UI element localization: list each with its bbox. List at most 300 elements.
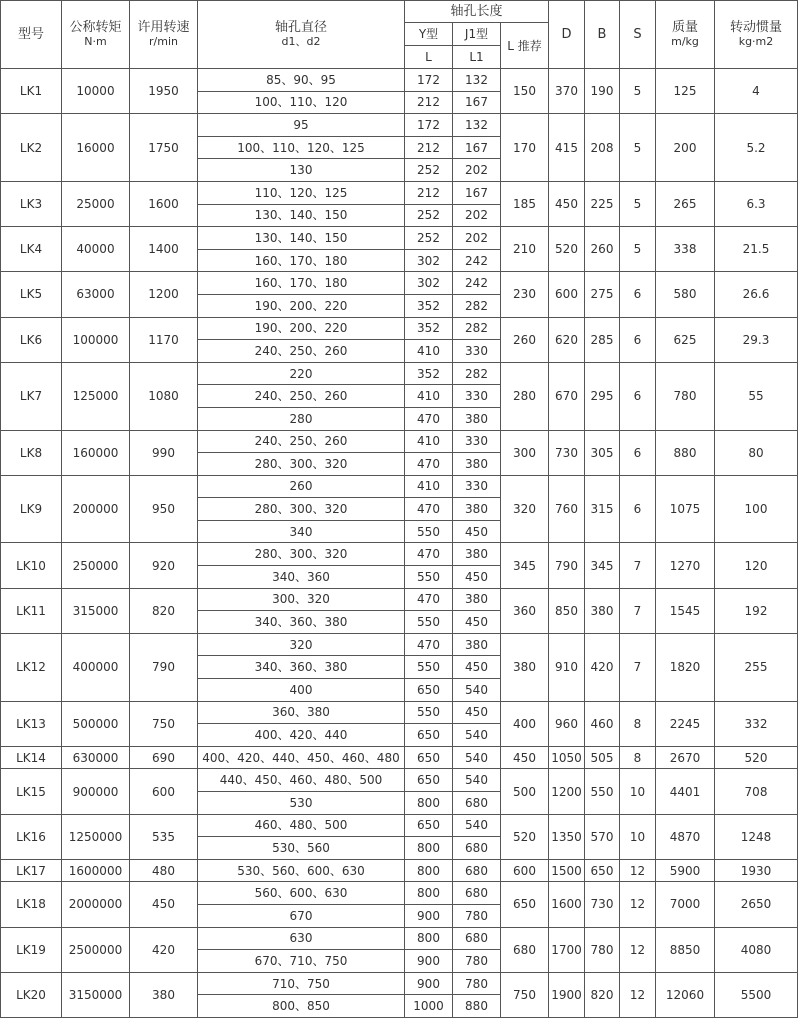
torque-cell: 200000: [62, 475, 130, 543]
header-j1-type: J1型: [453, 23, 501, 46]
header-length: 轴孔长度: [405, 1, 549, 23]
b-cell: 315: [585, 475, 620, 543]
b-cell: 820: [585, 972, 620, 1017]
b-cell: 285: [585, 317, 620, 362]
s-cell: 5: [620, 69, 656, 114]
header-inertia-unit: kg·m2: [738, 34, 774, 48]
d-cell: 910: [549, 633, 585, 701]
d-cell: 670: [549, 362, 585, 430]
y-length-cell: 650: [405, 769, 453, 792]
inertia-cell: 5.2: [715, 114, 798, 182]
speed-cell: 1200: [130, 272, 198, 317]
y-length-cell: 650: [405, 679, 453, 702]
model-cell: LK7: [1, 362, 62, 430]
inertia-cell: 5500: [715, 972, 798, 1017]
j1-length-cell: 680: [453, 792, 501, 815]
y-length-cell: 410: [405, 475, 453, 498]
y-length-cell: 252: [405, 159, 453, 182]
bore-cell: 530、560、600、630: [198, 859, 405, 882]
j1-length-cell: 330: [453, 340, 501, 363]
inertia-cell: 255: [715, 633, 798, 701]
header-mass: [656, 1, 715, 69]
bore-cell: 280: [198, 407, 405, 430]
torque-cell: 40000: [62, 227, 130, 272]
recommended-length-cell: 380: [501, 633, 549, 701]
torque-cell: 1250000: [62, 814, 130, 859]
speed-cell: 480: [130, 859, 198, 882]
j1-length-cell: 780: [453, 972, 501, 995]
recommended-length-cell: 320: [501, 475, 549, 543]
header-j1-l1: L1: [453, 46, 501, 69]
bore-cell: 130、140、150: [198, 204, 405, 227]
recommended-length-cell: 170: [501, 114, 549, 182]
bore-cell: 340、360、380: [198, 656, 405, 679]
j1-length-cell: 450: [453, 656, 501, 679]
j1-length-cell: 540: [453, 679, 501, 702]
torque-cell: 250000: [62, 543, 130, 588]
model-cell: LK4: [1, 227, 62, 272]
j1-length-cell: 380: [453, 543, 501, 566]
inertia-cell: 29.3: [715, 317, 798, 362]
y-length-cell: 800: [405, 859, 453, 882]
mass-cell: 4870: [656, 814, 715, 859]
torque-cell: 10000: [62, 69, 130, 114]
table-row: [1, 181, 798, 204]
s-cell: 12: [620, 972, 656, 1017]
table-row: [1, 430, 798, 453]
y-length-cell: 252: [405, 227, 453, 250]
d-cell: 960: [549, 701, 585, 746]
model-cell: LK19: [1, 927, 62, 972]
j1-length-cell: 202: [453, 227, 501, 250]
b-cell: 780: [585, 927, 620, 972]
j1-length-cell: 780: [453, 904, 501, 927]
header-bore-sub: d1、d2: [281, 34, 321, 48]
y-length-cell: 410: [405, 385, 453, 408]
bore-cell: 530、560: [198, 837, 405, 860]
bore-cell: 360、380: [198, 701, 405, 724]
inertia-cell: 2650: [715, 882, 798, 927]
model-cell: LK10: [1, 543, 62, 588]
j1-length-cell: 380: [453, 407, 501, 430]
j1-length-cell: 680: [453, 837, 501, 860]
bore-cell: 400: [198, 679, 405, 702]
model-cell: LK16: [1, 814, 62, 859]
table-row: [1, 362, 798, 385]
d-cell: 1350: [549, 814, 585, 859]
table-row: [1, 543, 798, 566]
y-length-cell: 900: [405, 972, 453, 995]
table-row: [1, 588, 798, 611]
bore-cell: 190、200、220: [198, 294, 405, 317]
recommended-length-cell: 360: [501, 588, 549, 633]
torque-cell: 63000: [62, 272, 130, 317]
model-cell: LK14: [1, 746, 62, 769]
bore-cell: 240、250、260: [198, 340, 405, 363]
header-d: D: [549, 1, 585, 69]
torque-cell: 125000: [62, 362, 130, 430]
y-length-cell: 550: [405, 701, 453, 724]
bore-cell: 240、250、260: [198, 430, 405, 453]
speed-cell: 450: [130, 882, 198, 927]
bore-cell: 800、850: [198, 995, 405, 1018]
y-length-cell: 352: [405, 294, 453, 317]
d-cell: 850: [549, 588, 585, 633]
j1-length-cell: 880: [453, 995, 501, 1018]
d-cell: 1050: [549, 746, 585, 769]
y-length-cell: 470: [405, 588, 453, 611]
speed-cell: 420: [130, 927, 198, 972]
model-cell: LK13: [1, 701, 62, 746]
torque-cell: 160000: [62, 430, 130, 475]
bore-cell: 240、250、260: [198, 385, 405, 408]
mass-cell: 12060: [656, 972, 715, 1017]
model-cell: LK17: [1, 859, 62, 882]
y-length-cell: 470: [405, 453, 453, 476]
s-cell: 5: [620, 114, 656, 182]
speed-cell: 820: [130, 588, 198, 633]
d-cell: 1700: [549, 927, 585, 972]
speed-cell: 1950: [130, 69, 198, 114]
torque-cell: 16000: [62, 114, 130, 182]
d-cell: 370: [549, 69, 585, 114]
y-length-cell: 212: [405, 91, 453, 114]
mass-cell: 5900: [656, 859, 715, 882]
y-length-cell: 550: [405, 520, 453, 543]
inertia-cell: 4080: [715, 927, 798, 972]
recommended-length-cell: 400: [501, 701, 549, 746]
j1-length-cell: 380: [453, 498, 501, 521]
d-cell: 520: [549, 227, 585, 272]
inertia-cell: 120: [715, 543, 798, 588]
bore-cell: 460、480、500: [198, 814, 405, 837]
bore-cell: 130: [198, 159, 405, 182]
bore-cell: 260: [198, 475, 405, 498]
j1-length-cell: 202: [453, 159, 501, 182]
bore-cell: 190、200、220: [198, 317, 405, 340]
header-inertia: [715, 1, 798, 69]
header-speed: [130, 1, 198, 69]
j1-length-cell: 450: [453, 611, 501, 634]
table-row: [1, 633, 798, 656]
table-row: [1, 227, 798, 250]
y-length-cell: 550: [405, 611, 453, 634]
model-cell: LK3: [1, 181, 62, 226]
bore-cell: 340、360: [198, 566, 405, 589]
mass-cell: 625: [656, 317, 715, 362]
recommended-length-cell: 260: [501, 317, 549, 362]
model-cell: LK5: [1, 272, 62, 317]
bore-cell: 670: [198, 904, 405, 927]
y-length-cell: 352: [405, 362, 453, 385]
bore-cell: 400、420、440: [198, 724, 405, 747]
mass-cell: 1820: [656, 633, 715, 701]
table-row: [1, 701, 798, 724]
j1-length-cell: 450: [453, 520, 501, 543]
s-cell: 12: [620, 859, 656, 882]
bore-cell: 340: [198, 520, 405, 543]
header-l-recommended: L 推荐: [501, 23, 549, 69]
model-cell: LK8: [1, 430, 62, 475]
y-length-cell: 212: [405, 136, 453, 159]
table-row: [1, 882, 798, 905]
torque-cell: 3150000: [62, 972, 130, 1017]
d-cell: 600: [549, 272, 585, 317]
j1-length-cell: 450: [453, 566, 501, 589]
inertia-cell: 1248: [715, 814, 798, 859]
torque-cell: 1600000: [62, 859, 130, 882]
j1-length-cell: 540: [453, 769, 501, 792]
speed-cell: 535: [130, 814, 198, 859]
recommended-length-cell: 345: [501, 543, 549, 588]
b-cell: 275: [585, 272, 620, 317]
bore-cell: 280、300、320: [198, 453, 405, 476]
recommended-length-cell: 210: [501, 227, 549, 272]
mass-cell: 338: [656, 227, 715, 272]
bore-cell: 400、420、440、450、460、480: [198, 746, 405, 769]
b-cell: 550: [585, 769, 620, 814]
s-cell: 6: [620, 362, 656, 430]
y-length-cell: 650: [405, 746, 453, 769]
d-cell: 790: [549, 543, 585, 588]
recommended-length-cell: 680: [501, 927, 549, 972]
speed-cell: 950: [130, 475, 198, 543]
j1-length-cell: 242: [453, 272, 501, 295]
bore-cell: 710、750: [198, 972, 405, 995]
d-cell: 1500: [549, 859, 585, 882]
header-model: 型号: [1, 1, 62, 69]
y-length-cell: 352: [405, 317, 453, 340]
s-cell: 8: [620, 746, 656, 769]
header-torque-unit: N·m: [84, 34, 107, 48]
y-length-cell: 800: [405, 837, 453, 860]
header-inertia-title: 转动惯量: [729, 19, 782, 35]
header-mass-title: 质量: [671, 19, 698, 35]
header-b: B: [585, 1, 620, 69]
recommended-length-cell: 650: [501, 882, 549, 927]
mass-cell: 1075: [656, 475, 715, 543]
y-length-cell: 172: [405, 114, 453, 137]
y-length-cell: 302: [405, 249, 453, 272]
j1-length-cell: 167: [453, 136, 501, 159]
s-cell: 12: [620, 927, 656, 972]
j1-length-cell: 132: [453, 69, 501, 92]
y-length-cell: 470: [405, 498, 453, 521]
speed-cell: 380: [130, 972, 198, 1017]
y-length-cell: 800: [405, 792, 453, 815]
table-row: [1, 475, 798, 498]
bore-cell: 220: [198, 362, 405, 385]
mass-cell: 200: [656, 114, 715, 182]
b-cell: 505: [585, 746, 620, 769]
y-length-cell: 550: [405, 656, 453, 679]
y-length-cell: 470: [405, 407, 453, 430]
header-bore: [198, 1, 405, 69]
y-length-cell: 550: [405, 566, 453, 589]
table-row: [1, 272, 798, 295]
bore-cell: 340、360、380: [198, 611, 405, 634]
b-cell: 225: [585, 181, 620, 226]
b-cell: 570: [585, 814, 620, 859]
inertia-cell: 55: [715, 362, 798, 430]
y-length-cell: 800: [405, 882, 453, 905]
s-cell: 8: [620, 701, 656, 746]
bore-cell: 280、300、320: [198, 543, 405, 566]
bore-cell: 85、90、95: [198, 69, 405, 92]
y-length-cell: 410: [405, 430, 453, 453]
bore-cell: 110、120、125: [198, 181, 405, 204]
j1-length-cell: 132: [453, 114, 501, 137]
j1-length-cell: 540: [453, 814, 501, 837]
model-cell: LK12: [1, 633, 62, 701]
header-torque-title: 公称转矩: [69, 19, 122, 35]
model-cell: LK11: [1, 588, 62, 633]
table-row: [1, 814, 798, 837]
table-row: [1, 859, 798, 882]
bore-cell: 160、170、180: [198, 272, 405, 295]
recommended-length-cell: 280: [501, 362, 549, 430]
d-cell: 1600: [549, 882, 585, 927]
inertia-cell: 1930: [715, 859, 798, 882]
b-cell: 260: [585, 227, 620, 272]
b-cell: 650: [585, 859, 620, 882]
recommended-length-cell: 520: [501, 814, 549, 859]
recommended-length-cell: 600: [501, 859, 549, 882]
j1-length-cell: 330: [453, 430, 501, 453]
recommended-length-cell: 230: [501, 272, 549, 317]
speed-cell: 1170: [130, 317, 198, 362]
b-cell: 460: [585, 701, 620, 746]
mass-cell: 780: [656, 362, 715, 430]
mass-cell: 2245: [656, 701, 715, 746]
header-y-l: L: [405, 46, 453, 69]
bore-cell: 130、140、150: [198, 227, 405, 250]
inertia-cell: 21.5: [715, 227, 798, 272]
bore-cell: 630: [198, 927, 405, 950]
table-row: [1, 972, 798, 995]
b-cell: 295: [585, 362, 620, 430]
speed-cell: 750: [130, 701, 198, 746]
table-row: [1, 114, 798, 137]
speed-cell: 990: [130, 430, 198, 475]
speed-cell: 1750: [130, 114, 198, 182]
b-cell: 730: [585, 882, 620, 927]
header-y-type: Y型: [405, 23, 453, 46]
table-row: [1, 746, 798, 769]
table-row: [1, 317, 798, 340]
bore-cell: 280、300、320: [198, 498, 405, 521]
inertia-cell: 4: [715, 69, 798, 114]
inertia-cell: 332: [715, 701, 798, 746]
s-cell: 7: [620, 543, 656, 588]
header-mass-unit: m/kg: [671, 34, 699, 48]
s-cell: 10: [620, 814, 656, 859]
y-length-cell: 410: [405, 340, 453, 363]
s-cell: 10: [620, 769, 656, 814]
b-cell: 208: [585, 114, 620, 182]
bore-cell: 160、170、180: [198, 249, 405, 272]
j1-length-cell: 282: [453, 362, 501, 385]
j1-length-cell: 540: [453, 746, 501, 769]
b-cell: 380: [585, 588, 620, 633]
d-cell: 1200: [549, 769, 585, 814]
y-length-cell: 172: [405, 69, 453, 92]
inertia-cell: 6.3: [715, 181, 798, 226]
model-cell: LK9: [1, 475, 62, 543]
mass-cell: 580: [656, 272, 715, 317]
header-s: S: [620, 1, 656, 69]
s-cell: 6: [620, 272, 656, 317]
d-cell: 730: [549, 430, 585, 475]
inertia-cell: 100: [715, 475, 798, 543]
y-length-cell: 252: [405, 204, 453, 227]
y-length-cell: 1000: [405, 995, 453, 1018]
table-row: [1, 927, 798, 950]
j1-length-cell: 242: [453, 249, 501, 272]
j1-length-cell: 380: [453, 633, 501, 656]
model-cell: LK1: [1, 69, 62, 114]
bore-cell: 100、110、120: [198, 91, 405, 114]
speed-cell: 790: [130, 633, 198, 701]
j1-length-cell: 167: [453, 181, 501, 204]
inertia-cell: 80: [715, 430, 798, 475]
j1-length-cell: 780: [453, 950, 501, 973]
inertia-cell: 520: [715, 746, 798, 769]
j1-length-cell: 450: [453, 701, 501, 724]
y-length-cell: 900: [405, 904, 453, 927]
header-torque: [62, 1, 130, 69]
d-cell: 1900: [549, 972, 585, 1017]
model-cell: LK6: [1, 317, 62, 362]
bore-cell: 100、110、120、125: [198, 136, 405, 159]
y-length-cell: 650: [405, 724, 453, 747]
b-cell: 305: [585, 430, 620, 475]
y-length-cell: 470: [405, 633, 453, 656]
mass-cell: 4401: [656, 769, 715, 814]
bore-cell: 440、450、460、480、500: [198, 769, 405, 792]
header-row-1: [1, 1, 798, 23]
speed-cell: 920: [130, 543, 198, 588]
y-length-cell: 302: [405, 272, 453, 295]
speed-cell: 1080: [130, 362, 198, 430]
table-row: [1, 69, 798, 92]
torque-cell: 500000: [62, 701, 130, 746]
mass-cell: 2670: [656, 746, 715, 769]
bore-cell: 530: [198, 792, 405, 815]
s-cell: 6: [620, 475, 656, 543]
s-cell: 5: [620, 181, 656, 226]
inertia-cell: 26.6: [715, 272, 798, 317]
recommended-length-cell: 750: [501, 972, 549, 1017]
table-row: [1, 769, 798, 792]
recommended-length-cell: 150: [501, 69, 549, 114]
model-cell: LK2: [1, 114, 62, 182]
recommended-length-cell: 500: [501, 769, 549, 814]
bore-cell: 670、710、750: [198, 950, 405, 973]
spec-table-body: [1, 69, 798, 1018]
header-speed-unit: r/min: [149, 34, 178, 48]
inertia-cell: 192: [715, 588, 798, 633]
speed-cell: 690: [130, 746, 198, 769]
torque-cell: 900000: [62, 769, 130, 814]
j1-length-cell: 282: [453, 317, 501, 340]
mass-cell: 7000: [656, 882, 715, 927]
mass-cell: 880: [656, 430, 715, 475]
header-bore-title: 轴孔直径: [274, 19, 327, 35]
j1-length-cell: 167: [453, 91, 501, 114]
j1-length-cell: 380: [453, 453, 501, 476]
bore-cell: 95: [198, 114, 405, 137]
